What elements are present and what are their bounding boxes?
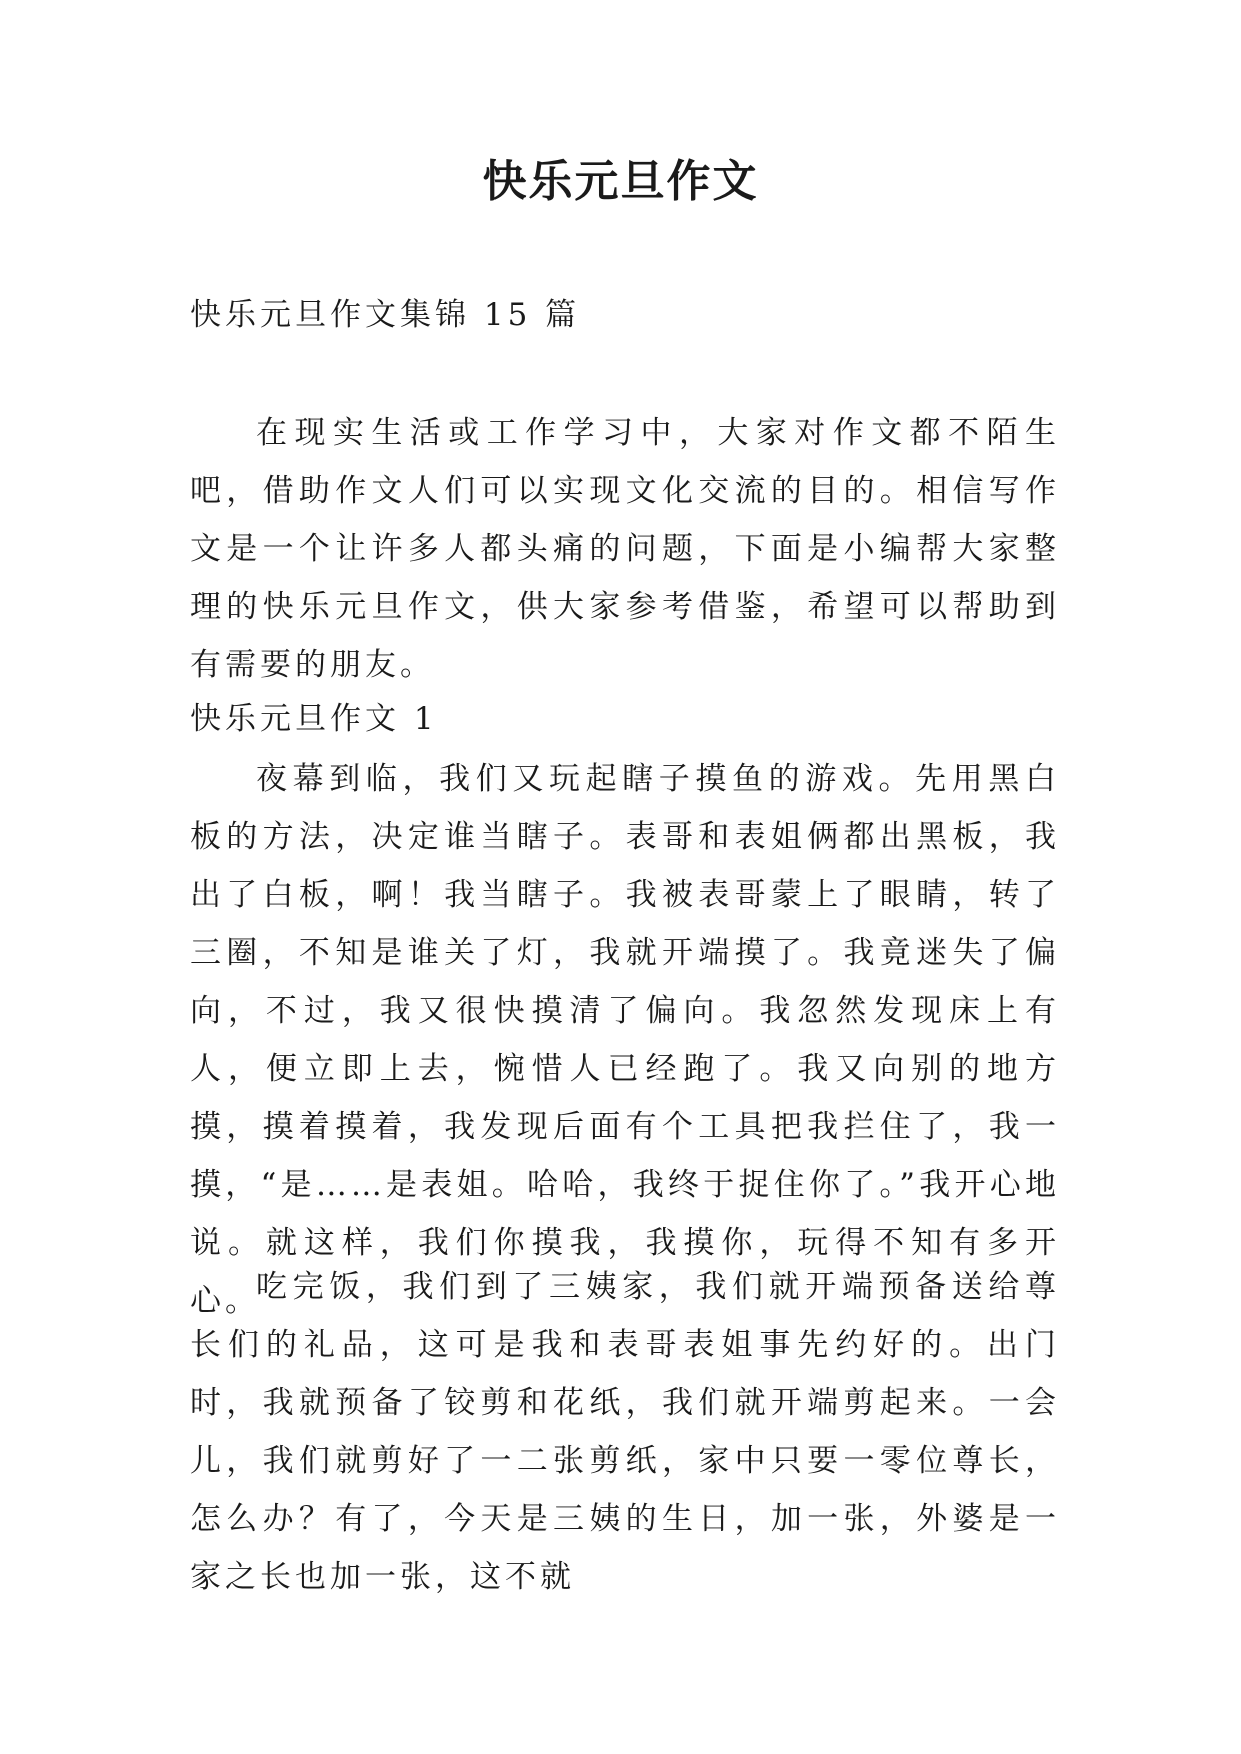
- document-subtitle: 快乐元旦作文集锦 15 篇: [190, 297, 581, 333]
- body-paragraph: 夜幕到临，我们又玩起瞎子摸鱼的游戏。先用黑白板的方法，决定谁当瞎子。表哥和表姐俩都出黑板，我出了白板，啊！我当瞎子。我被表哥蒙上了眼睛，转了三圈，不知是谁关了灯，我就开端摸了。我竟迷失了偏向，不过，我又很快摸清了偏向。我忽然发现床上有人，便立即上去，惋惜人已经跑了。我又向别的地方摸，摸着摸着，我发现后面有个工具把我拦住了，我一摸，“是……是表姐。哈哈，我终于捉住你了。”我开心地说。就这样，我们你摸我，我摸你，玩得不知有多开心。: [190, 761, 1060, 1319]
- body-paragraph: 吃完饭，我们到了三姨家，我们就开端预备送给尊长们的礼品，这可是我和表哥表姐事先约好的。出门时，我就预备了铰剪和花纸，我们就开端剪起来。一会儿，我们就剪好了一二张剪纸，家中只要一零位尊长，怎么办？有了，今天是三姨的生日，加一张，外婆是一家之长也加一张，这不就: [190, 1269, 1060, 1595]
- document-title: 快乐元旦作文: [482, 156, 759, 207]
- intro-paragraph: 在现实生活或工作学习中，大家对作文都不陌生吧，借助作文人们可以实现文化交流的目的。相信写作文是一个让许多人都头痛的问题，下面是小编帮大家整理的快乐元旦作文，供大家参考借鉴，希望可以帮助到有需要的朋友。: [190, 415, 1060, 683]
- section-heading: 快乐元旦作文 1: [190, 701, 438, 737]
